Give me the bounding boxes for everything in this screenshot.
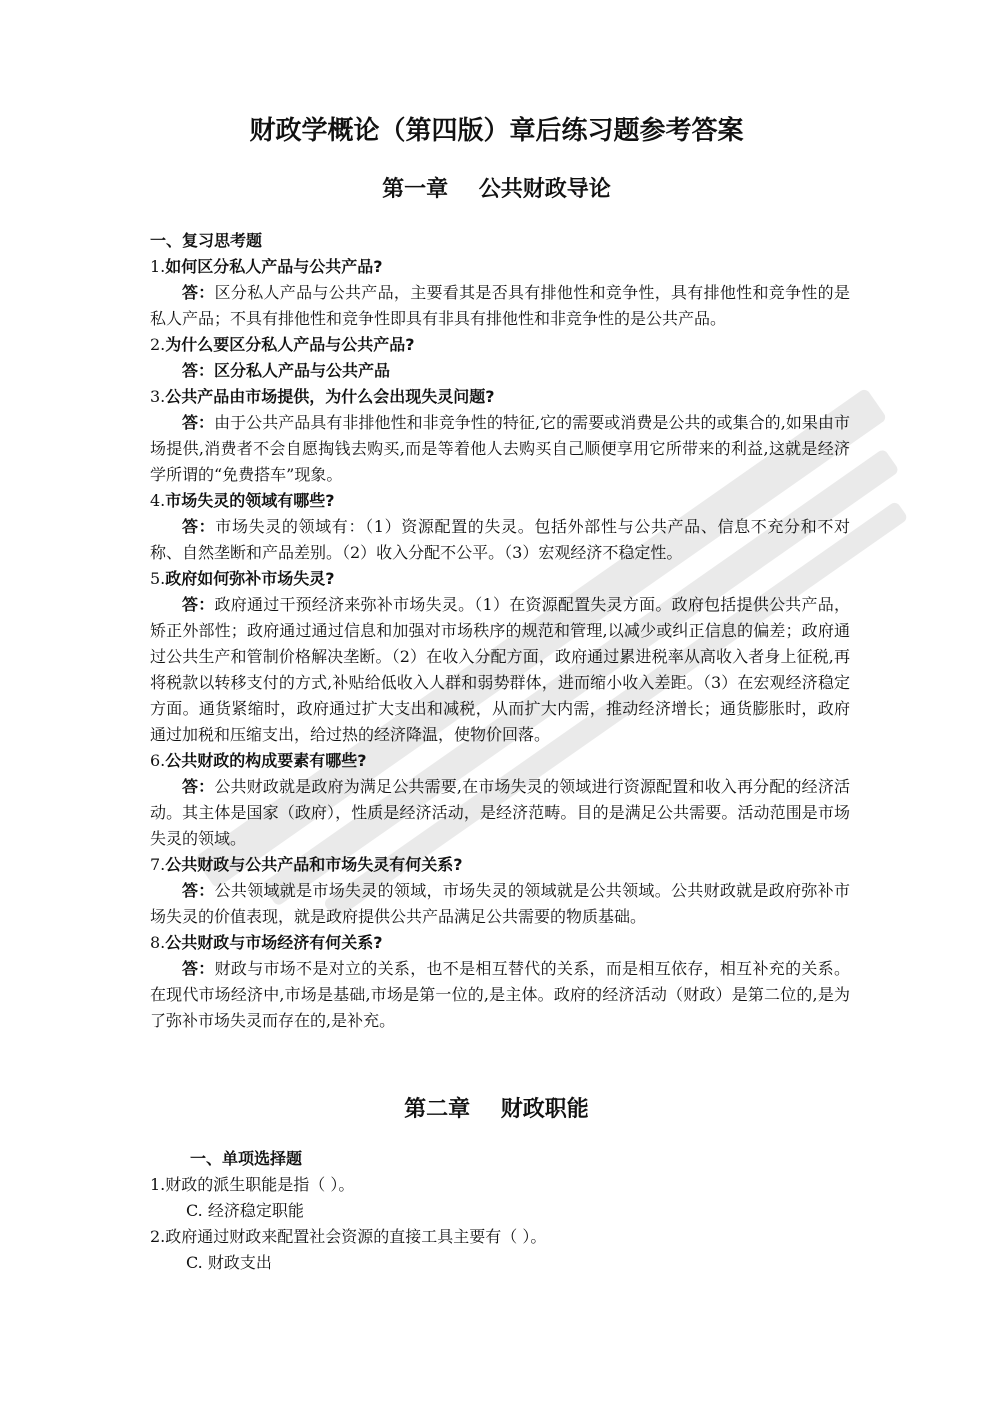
question-2: 2.为什么要区分私人产品与公共产品?: [150, 335, 415, 354]
answer-3: 答：由于公共产品具有非排他性和非竞争性的特征,它的需要或消费是公共的或集合的,如果由市场提供,消费者不会自愿掏钱去购买,而是等着他人去购买自己顺便享用它所带来的利益,这就是经济学所谓的“免费搭车”现象。: [150, 413, 850, 484]
answer-6: 答：公共财政就是政府为满足公共需要,在市场失灵的领域进行资源配置和收入再分配的经济活动。其主体是国家（政府），性质是经济活动，是经济范畴。目的是满足公共需要。活动范围是市场失灵的领域。: [150, 777, 850, 848]
question-3: 3.公共产品由市场提供，为什么会出现失灵问题?: [150, 387, 495, 406]
question-7: 7.公共财政与公共产品和市场失灵有何关系?: [150, 855, 463, 874]
mc-option-2: C. 财政支出: [186, 1253, 272, 1272]
chapter-2-content: [150, 1146, 850, 1276]
chapter-1-title: 第一章 公共财政导论: [382, 177, 611, 202]
section-heading: 一、单项选择题: [190, 1149, 303, 1168]
answer-8: 答：财政与市场不是对立的关系，也不是相互替代的关系，而是相互依存，相互补充的关系。在现代市场经济中,市场是基础,市场是第一位的,是主体。政府的经济活动（财政）是第二位的,是为了弥补市场失灵而存在的,是补充。: [150, 959, 850, 1030]
document-title: 财政学概论（第四版）章后练习题参考答案: [249, 116, 744, 146]
mc-question-1: 1.财政的派生职能是指（ ）。: [150, 1175, 355, 1194]
mc-option-1: C. 经济稳定职能: [186, 1201, 304, 1220]
chapter-1-content: [150, 228, 850, 1034]
answer-7: 答：公共领域就是市场失灵的领域，市场失灵的领域就是公共领域。公共财政就是政府弥补市场失灵的价值表现，就是政府提供公共产品满足公共需要的物质基础。: [150, 881, 850, 926]
answer-4: 答：市场失灵的领域有：（1）资源配置的失灵。包括外部性与公共产品、信息不充分和不对称、自然垄断和产品差别。（2）收入分配不公平。（3）宏观经济不稳定性。: [150, 517, 850, 562]
answer-2: 答：区分私人产品与公共产品: [182, 361, 391, 380]
question-6: 6.公共财政的构成要素有哪些?: [150, 751, 367, 770]
answer-5: 答：政府通过干预经济来弥补市场失灵。（1）在资源配置失灵方面。政府包括提供公共产品，矫正外部性；政府通过通过信息和加强对市场秩序的规范和管理,以减少或纠正信息的偏差；政府通过公共生产和管制价格解决垄断。（2）在收入分配方面，政府通过累进税率从高收入者身上征税,再将税款以转移支付的方式,补贴给低收入人群和弱势群体，进而缩小收入差距。（3）在宏观经济稳定方面。通货紧缩时，政府通过扩大支出和减税，从而扩大内需，推动经济增长；通货膨胀时，政府通过加税和压缩支出，给过热的经济降温，使物价回落。: [150, 595, 850, 744]
section-heading: 一、复习思考题: [150, 231, 263, 250]
question-1: 1.如何区分私人产品与公共产品?: [150, 257, 383, 276]
question-5: 5.政府如何弥补市场失灵?: [150, 569, 335, 588]
chapter-2-title: 第二章 财政职能: [404, 1097, 589, 1122]
question-4: 4.市场失灵的领域有哪些?: [150, 491, 335, 510]
answer-1: 答：区分私人产品与公共产品，主要看其是否具有排他性和竞争性，具有排他性和竞争性的是私人产品；不具有排他性和竞争性即具有非具有排他性和非竞争性的是公共产品。: [150, 283, 850, 328]
mc-question-2: 2.政府通过财政来配置社会资源的直接工具主要有（ ）。: [150, 1227, 547, 1246]
question-8: 8.公共财政与市场经济有何关系?: [150, 933, 383, 952]
